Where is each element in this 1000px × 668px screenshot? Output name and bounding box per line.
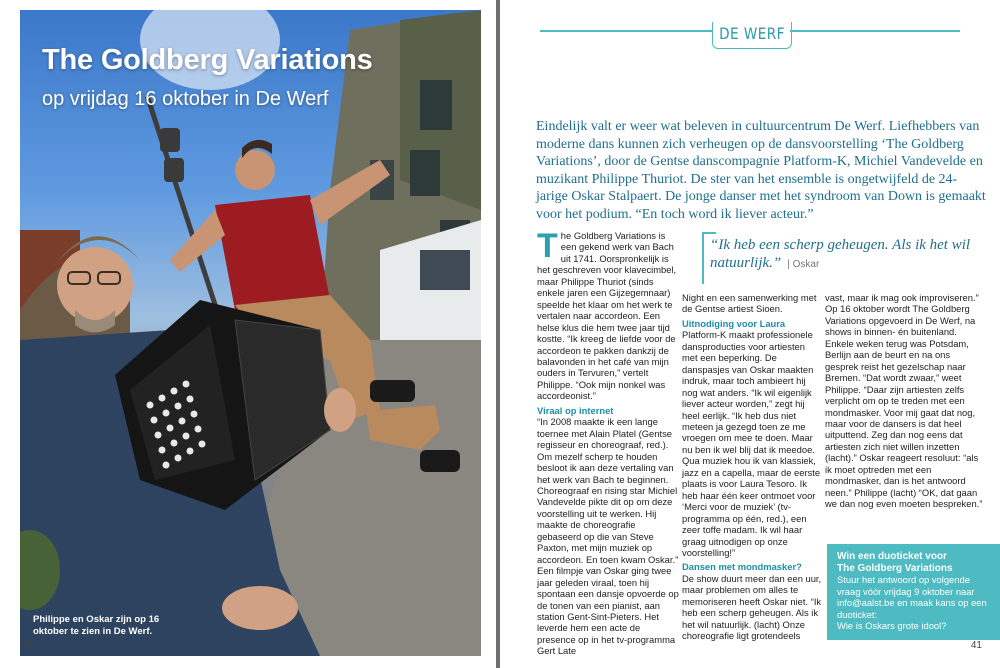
intro-paragraph: Eindelijk valt er weer wat beleven in cultuurcentrum De Werf. Liefhebbers van moderne dans kunnen zich verheugen op de dansvoorstelling ‘The Goldberg Variations’, door de Gentse danscompagnie Platform-K, Michiel Vandevelde en muzikant Philippe Thuriot. De ster van het ensemble is ongetwijfeld de 24-jarige Oskar Stalpaert. De jonge danser met het syndroom van Down is gemaakt voor het podium. “En toch word ik liever acteur.” [536, 119, 986, 222]
right-page [500, 0, 1000, 668]
col2-paragraph-3: De show duurt meer dan een uur, maar problemen om alles te memoriseren heeft Oskar niet. “Ik heb een scherp geheugen. Als ik het wil natuurlijk. (lacht) Onze choreografie ligt grotendeels [682, 572, 822, 642]
col2-paragraph-2: Platform-K maakt professionele dansproducties voor artiesten met een beperking. De danspasjes van Oskar maakten indruk, maar toch ambieert hij nog wat anders. “Ik wil eigenlijk liever acteur worden,” zegt hij heel eerlijk. “Ik heb dus niet meteen ja gezegd toen ze me vroegen om mee te doen. Maar nu ben ik wel blij dat ik meedoe. Qua muziek hou ik van klassiek, jazz en a capella, maar de eerste plaats is voor Laura Tesoro. Ik heb haar één keer ontmoet voor ‘Merci voor de muziek’ (tv-programma op één, red.), een zeer toffe madam. Ik wil haar graag uitnodigen op onze voorstelling!” [682, 329, 821, 558]
photo-caption: Philippe en Oskar zijn op 16 oktober te zien in De Werf. [33, 614, 160, 637]
header-rule-right [790, 30, 960, 32]
contest-question: Wie is Oskars grote idool? [837, 620, 947, 631]
page-number-left: 40 [22, 640, 34, 651]
left-page [0, 0, 496, 668]
subheading-mondmasker: Dansen met mondmasker? [682, 561, 802, 573]
pull-quote [710, 236, 990, 274]
col3-paragraph-1: vast, maar ik mag ook improviseren.” Op 16 oktober wordt The Goldberg Variations opgevoerd in De Werf, na shows in binnen- én buitenland. Enkele weken terug was Potsdam, Berlijn aan de beurt en na ons gesprek reist het gezelschap naar Bremen. “Dat wordt zwaar,” weet Philippe. “Daar zijn artiesten zelfs verplicht om op te treden met een mondmasker. Voor mij gaat dat nog, maar voor de dansers is dat heel uitputtend. Zeg dan nog eens dat artiesten zich niet willen inzetten (lacht).” Oskar reageert resoluut: “als ik moet optreden met een mondmasker, dan is het antwoord neen.” Philippe (lacht) “OK, dat gaan we dan nog even moeten bespreken.” [825, 292, 983, 510]
cover-photo [20, 10, 481, 656]
subheading-viraal: Viraal op internet [537, 404, 614, 416]
section-tag [712, 22, 792, 49]
contest-box [827, 544, 1000, 640]
contest-title-2: The Goldberg Variations [837, 562, 953, 574]
subheading-uitnodiging: Uitnodiging voor Laura [682, 317, 786, 329]
article-column-2 [682, 292, 822, 642]
section-tag-label: DE WERF [719, 24, 785, 43]
article-title: The Goldberg Variations [42, 44, 373, 76]
article-column-3 [825, 292, 985, 510]
contest-title-1: Win een duoticket voor [837, 551, 947, 562]
col2-paragraph-1: Night en een samenwerking met de Gentse artiest Sioen. [682, 292, 817, 315]
contest-body: Stuur het antwoord op volgende vraag vóór vrijdag 9 oktober naar info@aalst.be en maak kans op een duoticket: [837, 574, 987, 620]
quote-bracket-vertical [702, 232, 704, 284]
drop-cap: T [537, 227, 558, 265]
pull-quote-author: | Oskar [787, 259, 820, 270]
article-subtitle: op vrijdag 16 oktober in De Werf [42, 88, 329, 110]
quote-bracket-horizontal [702, 232, 716, 234]
article-column-1 [537, 227, 679, 657]
col1-paragraph-2: “In 2008 maakte ik een lange toernee met Alain Platel (Gentse regisseur en choreograaf, red.). Om mezelf scherp te houden besloot ik aan deze vertaling van het werk van Bach te beginnen. Choreograaf en rising star Michiel Vandevelde pikte dit op om deze voorstelling uit te werken. Hij maakte de choreografie gebaseerd op die van Steve Paxton, met mijn muziek op accordeon. En toen kwam Oskar.” Een filmpje van Oskar ging twee jaar geleden viraal, toen hij spontaan een dansje opvoerde op de tonen van een pianist, aan station Gent-Sint-Pieters. Het leverde hem een acte de presence op in het tv-programma Gert Late [537, 416, 679, 657]
pull-quote-text: “Ik heb een scherp geheugen. Als ik het wil natuurlijk.” [710, 237, 971, 271]
col1-paragraph-1: he Goldberg Variations is een gekend werk van Bach uit 1741. Oorspronkelijk is het geschreven voor klavecimbel, maar Philippe Thuriot (sinds enkele jaren een Gijzegemnaar) speelde het klaar om het werk te vertalen naar accordeon. Een helse klus die hem twee jaar tijd kostte. “Ik kreeg de liefde voor de accordeon te pakken dankzij de balavonden in het café van mijn ouders in Tervuren,” vertelt Philippe. “Ook mijn nonkel was accordeonist.” [537, 230, 677, 402]
header-rule-left [540, 30, 712, 32]
page-number-right: 41 [970, 640, 982, 651]
